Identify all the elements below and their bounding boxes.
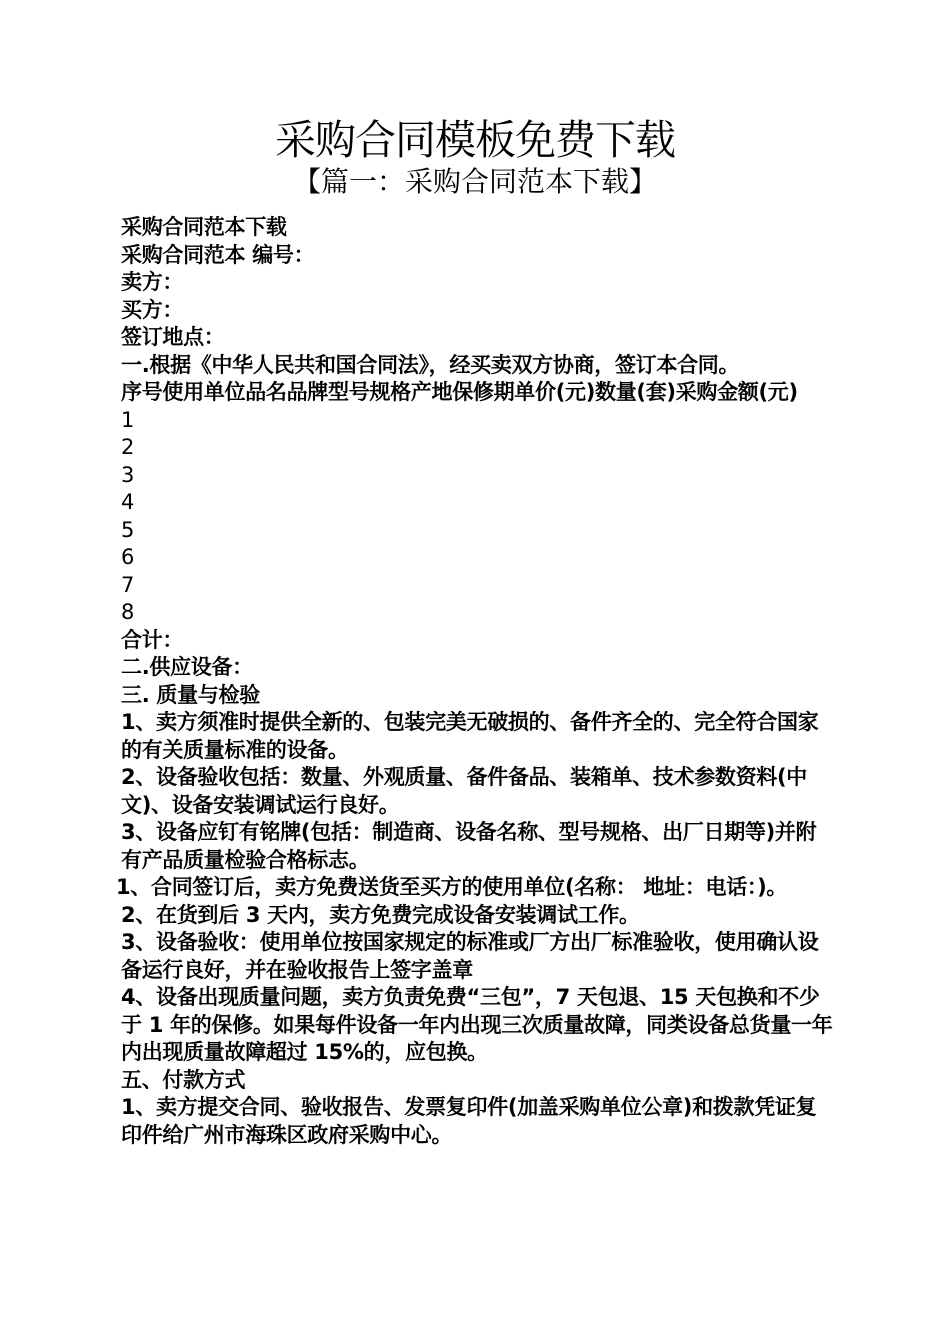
seller-line: 卖方： xyxy=(121,270,184,294)
delivery-clause-2: 2、在货到后 3 天内，卖方免费完成设备安装调试工作。 xyxy=(121,902,640,927)
document-title: 采购合同模板免费下载 xyxy=(275,116,675,164)
payment-clause-1: 1、卖方提交合同、验收报告、发票复印件(加盖采购单位公章)和拨款凭证复印件给广州市海珠区政府采购中心。 xyxy=(121,1095,817,1147)
contract-number-line: 采购合同范本 编号： xyxy=(121,242,315,267)
row-number: 3 xyxy=(121,462,135,487)
buyer-line: 买方： xyxy=(121,297,184,322)
row-number: 2 xyxy=(121,435,135,459)
row-number: 8 xyxy=(121,600,135,624)
row-number: 4 xyxy=(121,490,135,514)
quality-clause-2: 2、设备验收包括：数量、外观质量、备件备品、装箱单、技术参数资料(中文)、设备安装调试运行良好。 xyxy=(121,765,808,817)
document-subtitle: 【篇一：采购合同范本下载】 xyxy=(292,165,657,198)
signing-place-line: 签订地点： xyxy=(121,325,225,349)
row-number: 1 xyxy=(121,407,135,432)
table-header-line: 序号使用单位品名品牌型号规格产地保修期单价(元)数量(套)采购金额(元) xyxy=(121,380,798,404)
row-number: 5 xyxy=(121,517,135,542)
section-one-line: 一.根据《中华人民共和国合同法》，经买卖双方协商，签订本合同。 xyxy=(121,352,740,377)
section-five-line: 五、付款方式 xyxy=(121,1067,246,1092)
row-number: 6 xyxy=(121,545,135,569)
delivery-clause-4: 4、设备出现质量问题，卖方负责免费“三包”，7 天包退、15 天包换和不少于 1 年的保修。如果每件设备一年内出现三次质量故障，同类设备总货量一年内出现质量故障超过 15%的，应包换。 xyxy=(121,985,833,1064)
document-body xyxy=(116,214,836,1149)
section-three-line: 三. 质量与检验 xyxy=(121,682,260,707)
section-two-line: 二.供应设备： xyxy=(121,655,253,679)
delivery-clause-3: 3、设备验收：使用单位按国家规定的标准或厂方出厂标准验收，使用确认设备运行良好，并在验收报告上签字盖章 xyxy=(121,930,819,982)
total-line: 合计： xyxy=(121,627,184,652)
delivery-clause-1: 1、合同签订后，卖方免费送货至买方的使用单位(名称： 地址：电话：)。 xyxy=(116,875,788,899)
quality-clause-1: 1、卖方须准时提供全新的、包装完美无破损的、备件齐全的、完全符合国家的有关质量标准的设备。 xyxy=(121,710,819,762)
quality-clause-3: 3、设备应钉有铭牌(包括：制造商、设备名称、型号规格、出厂日期等)并附有产品质量检验合格标志。 xyxy=(121,820,817,872)
heading-line: 采购合同范本下载 xyxy=(121,215,287,239)
row-number: 7 xyxy=(121,572,135,597)
